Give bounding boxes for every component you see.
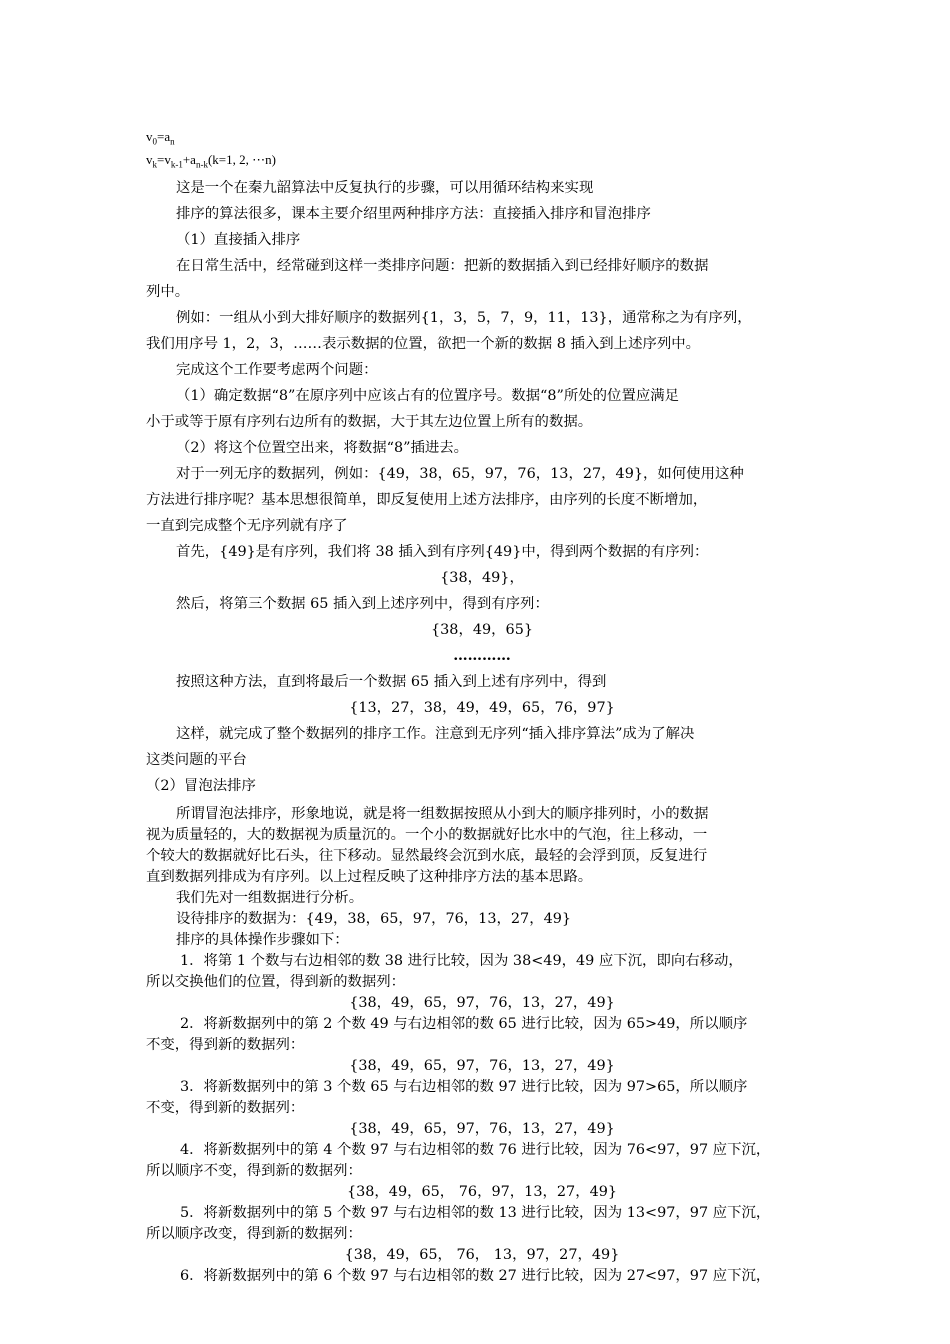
step-line: 3．将新数据列中的第 3 个数 65 与右边相邻的数 97 进行比较，因为 97>65，所以顺序 [180,1079,748,1096]
formula-vk: $v_k=v_{k-1}+a_{n-k}(k=1$, 2, ⋯n) [146,151,276,170]
paragraph-line: 个较大的数据就好比石头，往下移动。显然最终会沉到水底，最轻的会浮到顶，反复进行 [146,848,708,865]
paragraph-line: 我们先对一组数据进行分析。 [176,890,364,907]
paragraph-line: （1）确定数据“8”在原序列中应该占有的位置序号。数据“8”所处的位置应满足 [176,388,680,405]
paragraph-line: 直到数据列排成为有序列。以上过程反映了这种排序方法的基本思路。 [146,869,593,886]
section-heading-insertion-sort: （1）直接插入排序 [176,232,301,249]
paragraph-line: 然后，将第三个数据 65 插入到上述序列中，得到有序列： [176,596,549,613]
paragraph-line: 按照这种方法，直到将最后一个数据 65 插入到上述有序列中，得到 [176,674,607,691]
paragraph-line: 所以交换他们的位置，得到新的数据列： [146,974,406,991]
paragraph-line: 首先，{49}是有序列，我们将 38 插入到有序列{49}中，得到两个数据的有序列： [176,544,709,561]
step-line: 1．将第 1 个数与右边相邻的数 38 进行比较，因为 38<49，49 应下沉，即向右移动， [180,953,743,970]
paragraph-line: 排序的具体操作步骤如下： [176,932,349,949]
paragraph-line: 列中。 [146,284,190,301]
paragraph-line: 这类问题的平台 [146,752,247,769]
paragraph-line: 所以顺序改变，得到新的数据列： [146,1226,362,1243]
paragraph-line: 这样，就完成了整个数据列的排序工作。注意到无序列“插入排序算法”成为了解决 [176,726,695,743]
step-line: 4．将新数据列中的第 4 个数 97 与右边相邻的数 76 进行比较，因为 76<97，97 应下沉， [180,1142,771,1159]
paragraph-line: 不变，得到新的数据列： [146,1037,305,1054]
step-line: 2．将新数据列中的第 2 个数 49 与右边相邻的数 65 进行比较，因为 65>49，所以顺序 [180,1016,748,1033]
sequence-line: {38，49，65， 76，97，13，27，49} [346,1184,618,1201]
sequence-line: {13，27，38，49，49，65，76，97} [349,700,615,717]
sequence-line: {38，49}， [440,570,524,587]
paragraph-line: 方法进行排序呢？基本思想很简单，即反复使用上述方法排序，由序列的长度不断增加， [146,492,708,509]
paragraph-line: 对于一列无序的数据列，例如：{49，38，65，97，76，13，27，49}，如何使用这种 [176,466,744,483]
paragraph-line: 小于或等于原有序列右边所有的数据，大于其左边位置上所有的数据。 [146,414,593,431]
sequence-line: {38，49，65，97，76，13，27，49} [349,1058,615,1075]
formula-v0: $v_0=a_n$ [146,129,175,147]
section-heading-bubble-sort: （2）冒泡法排序 [146,778,256,795]
sequence-line: {38，49，65} [430,622,534,639]
sequence-line: {38，49，65，97，76，13，27，49} [349,1121,615,1138]
paragraph-line: 所以顺序不变，得到新的数据列： [146,1163,362,1180]
paragraph-line: 不变，得到新的数据列： [146,1100,305,1117]
step-line: 5．将新数据列中的第 5 个数 97 与右边相邻的数 13 进行比较，因为 13<97，97 应下沉， [180,1205,771,1222]
sequence-line: {38，49，65，97，76，13，27，49} [349,995,615,1012]
paragraph-line: 我们用序号 1，2，3，……表示数据的位置，欲把一个新的数据 8 插入到上述序列中。 [146,336,701,353]
step-line: 6．将新数据列中的第 6 个数 97 与右边相邻的数 27 进行比较，因为 27<97，97 应下沉， [180,1268,771,1285]
paragraph-line: 排序的算法很多，课本主要介绍里两种排序方法：直接插入排序和冒泡排序 [176,206,651,223]
paragraph-line: 完成这个工作要考虑两个问题： [176,362,378,379]
sequence-line: {38，49，65， 76， 13，97，27，49} [344,1247,620,1264]
ellipsis-line: ………… [453,647,511,665]
paragraph-line: （2）将这个位置空出来，将数据“8”插进去。 [176,440,469,457]
document-body [146,128,818,1287]
paragraph-line: 视为质量轻的，大的数据视为质量沉的。一个小的数据就好比水中的气泡，往上移动，一 [146,827,708,844]
paragraph-line: 这是一个在秦九韶算法中反复执行的步骤，可以用循环结构来实现 [176,180,594,197]
paragraph-line: 设待排序的数据为：{49，38，65，97，76，13，27，49} [176,911,572,928]
paragraph-line: 在日常生活中，经常碰到这样一类排序问题：把新的数据插入到已经排好顺序的数据 [176,258,709,275]
paragraph-line: 例如：一组从小到大排好顺序的数据列{1，3，5，7，9，11，13}，通常称之为有序列， [176,310,752,327]
paragraph-line: 一直到完成整个无序列就有序了 [146,518,348,535]
paragraph-line: 所谓冒泡法排序，形象地说，就是将一组数据按照从小到大的顺序排列时，小的数据 [176,806,709,823]
